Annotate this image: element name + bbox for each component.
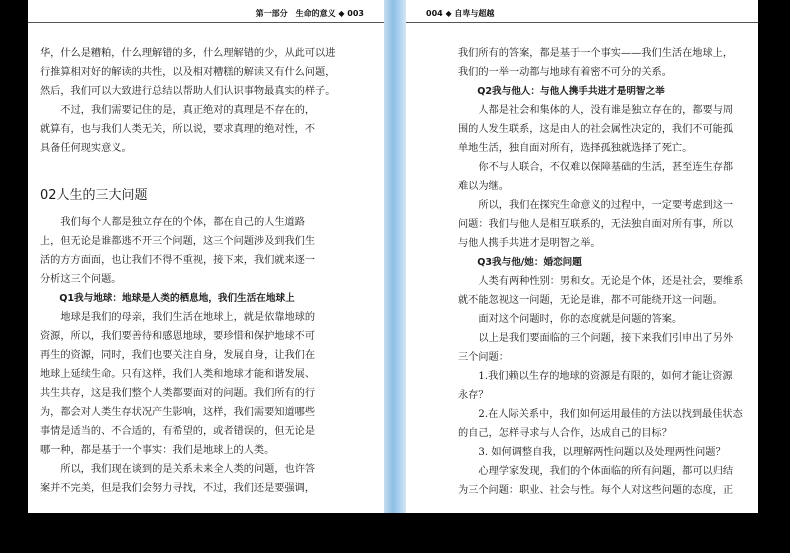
text-line: 具备任何现实意义。 — [40, 143, 132, 154]
paragraph — [458, 310, 734, 329]
text-line: 就不能忽视这一问题，无论是谁，都不可能绕开这一问题。 — [458, 295, 723, 306]
left-page — [28, 0, 384, 513]
paragraph — [458, 196, 734, 253]
right-header-rule — [406, 22, 758, 23]
text-line: 为三个问题：职业、社会与性。每个人对这些问题的态度，正 — [458, 485, 734, 496]
text-line: 1.我们赖以生存的地球的资源是有限的，如何才能让资源 — [478, 371, 733, 382]
text-line: 单地生活，独自面对所有，选择孤独就选择了死亡。 — [458, 143, 693, 154]
text-line: 与他人携手共进才是明智之举。 — [458, 238, 601, 249]
subheading-q1: Q1我与地球：地球是人类的栖息地，我们生活在地球上 — [59, 293, 295, 304]
text-line: 哪一种，都是基于一个事实：我们是地球上的人类。 — [40, 445, 275, 456]
text-line: 行推算相对好的解读的共性，以及相对糟糕的解读又有什么问题， — [40, 67, 336, 78]
subheading-q2: Q2我与他人：与他人携手共进才是明智之举 — [477, 86, 665, 97]
text-line: 人都是社会和集体的人，没有谁是独立存在的，都要与周 — [478, 105, 734, 116]
left-header-rule — [28, 22, 384, 23]
text-line: 人类有两种性别：男和女。无论是个体，还是社会，要维系 — [478, 276, 744, 287]
paragraph-continuation — [458, 44, 734, 82]
text-line: 我们所有的答案，都是基于一个事实——我们生活在地球上， — [458, 48, 734, 59]
text-line: 的自己，怎样寻求与人合作，达成自己的目标？ — [458, 428, 672, 439]
text-line: 心理学家发现，我们的个体面临的所有问题，都可以归结 — [478, 466, 734, 477]
paragraph — [40, 213, 358, 289]
text-line: 所以，我们现在谈到的是关系未来全人类的问题，也许答 — [60, 464, 316, 475]
text-line: 上，但无论是谁都逃不开三个问题，这三个问题涉及到我们生 — [40, 236, 316, 247]
text-line: 资源，所以，我们要善待和感恩地球，要珍惜和保护地球不可 — [40, 331, 316, 342]
left-page-body — [40, 44, 358, 498]
text-line: 地球是我们的母亲，我们生活在地球上，就是依靠地球的 — [60, 312, 316, 323]
right-page-body — [458, 44, 744, 500]
paragraph — [458, 272, 744, 310]
text-line: 再生的资源，同时，我们也要关注自身，发展自身，让我们在 — [40, 350, 316, 361]
text-line: 你不与人联合，不仅难以保障基础的生活，甚至连生存都 — [478, 162, 734, 173]
book-spine-gutter — [384, 0, 406, 513]
text-line: 面对这个问题时，你的态度就是问题的答案。 — [478, 314, 683, 325]
text-line: 为，都会对人类生存状况产生影响，这样，我们需要知道哪些 — [40, 407, 316, 418]
text-line: 所以，我们在探究生命意义的过程中，一定要考虑到这一 — [478, 200, 734, 211]
text-line: 3. 如何调整自我，以理解两性问题以及处理两性问题？ — [478, 447, 726, 458]
paragraph — [40, 101, 358, 158]
text-line: 华，什么是糟粕，什么理解错的多，什么理解错的少，从此可以进 — [40, 48, 336, 59]
text-line: 难以为继。 — [458, 181, 509, 192]
list-item — [458, 367, 734, 405]
subheading-q3: Q3我与他/她：婚恋问题 — [477, 257, 582, 268]
text-line: 地球上延续生命。只有这样，我们人类和地球才能和谐发展、 — [40, 369, 316, 380]
text-line: 围的人发生联系，这是由人的社会属性决定的，我们不可能孤 — [458, 124, 734, 135]
paragraph — [40, 308, 358, 460]
text-line: 我们每个人都是独立存在的个体，都在自己的人生道路 — [60, 217, 305, 228]
list-item — [458, 443, 734, 462]
paragraph — [458, 158, 734, 196]
section-title: 02人生的三大问题 — [40, 188, 148, 203]
text-line: 三个问题： — [458, 352, 509, 363]
paragraph-continuation — [40, 44, 358, 101]
text-line: 问题：我们与他人是相互联系的，无法独自面对所有事，所以 — [458, 219, 734, 230]
text-line: 共生共存，这是我们整个人类都要面对的问题。我们所有的行 — [40, 388, 316, 399]
text-line: 然后，我们可以大致进行总结以帮助人们认识事物最真实的样子。 — [40, 86, 336, 97]
right-running-header: 004 ◆ 自卑与超越 — [426, 9, 495, 18]
list-item — [458, 405, 743, 443]
paragraph — [40, 460, 358, 498]
text-line: 我们的一举一动都与地球有着密不可分的关系。 — [458, 67, 672, 78]
text-line: 分析这三个问题。 — [40, 274, 122, 285]
text-line: 2.在人际关系中，我们如何运用最佳的方法以找到最佳状态 — [478, 409, 743, 420]
left-running-header: 第一部分 生命的意义 ◆ 003 — [255, 9, 364, 18]
text-line: 永存？ — [458, 390, 489, 401]
text-line: 案并不完美，但是我们会努力寻找，不过，我们还是要强调， — [40, 483, 316, 494]
text-line: 事情是适当的、不合适的，有希望的，或者错误的，但无论是 — [40, 426, 316, 437]
text-line: 不过，我们需要记住的是，真正绝对的真理是不存在的， — [60, 105, 316, 116]
text-line: 以上是我们要面临的三个问题，接下来我们引申出了另外 — [478, 333, 734, 344]
paragraph — [458, 329, 734, 367]
paragraph — [458, 462, 734, 500]
text-line: 活的方方面面，也让我们不得不重视，接下来，我们就来逐一 — [40, 255, 316, 266]
right-page — [406, 0, 758, 513]
paragraph — [458, 101, 734, 158]
text-line: 就算有，也与我们人类无关，所以说，要求真理的绝对性，不 — [40, 124, 316, 135]
